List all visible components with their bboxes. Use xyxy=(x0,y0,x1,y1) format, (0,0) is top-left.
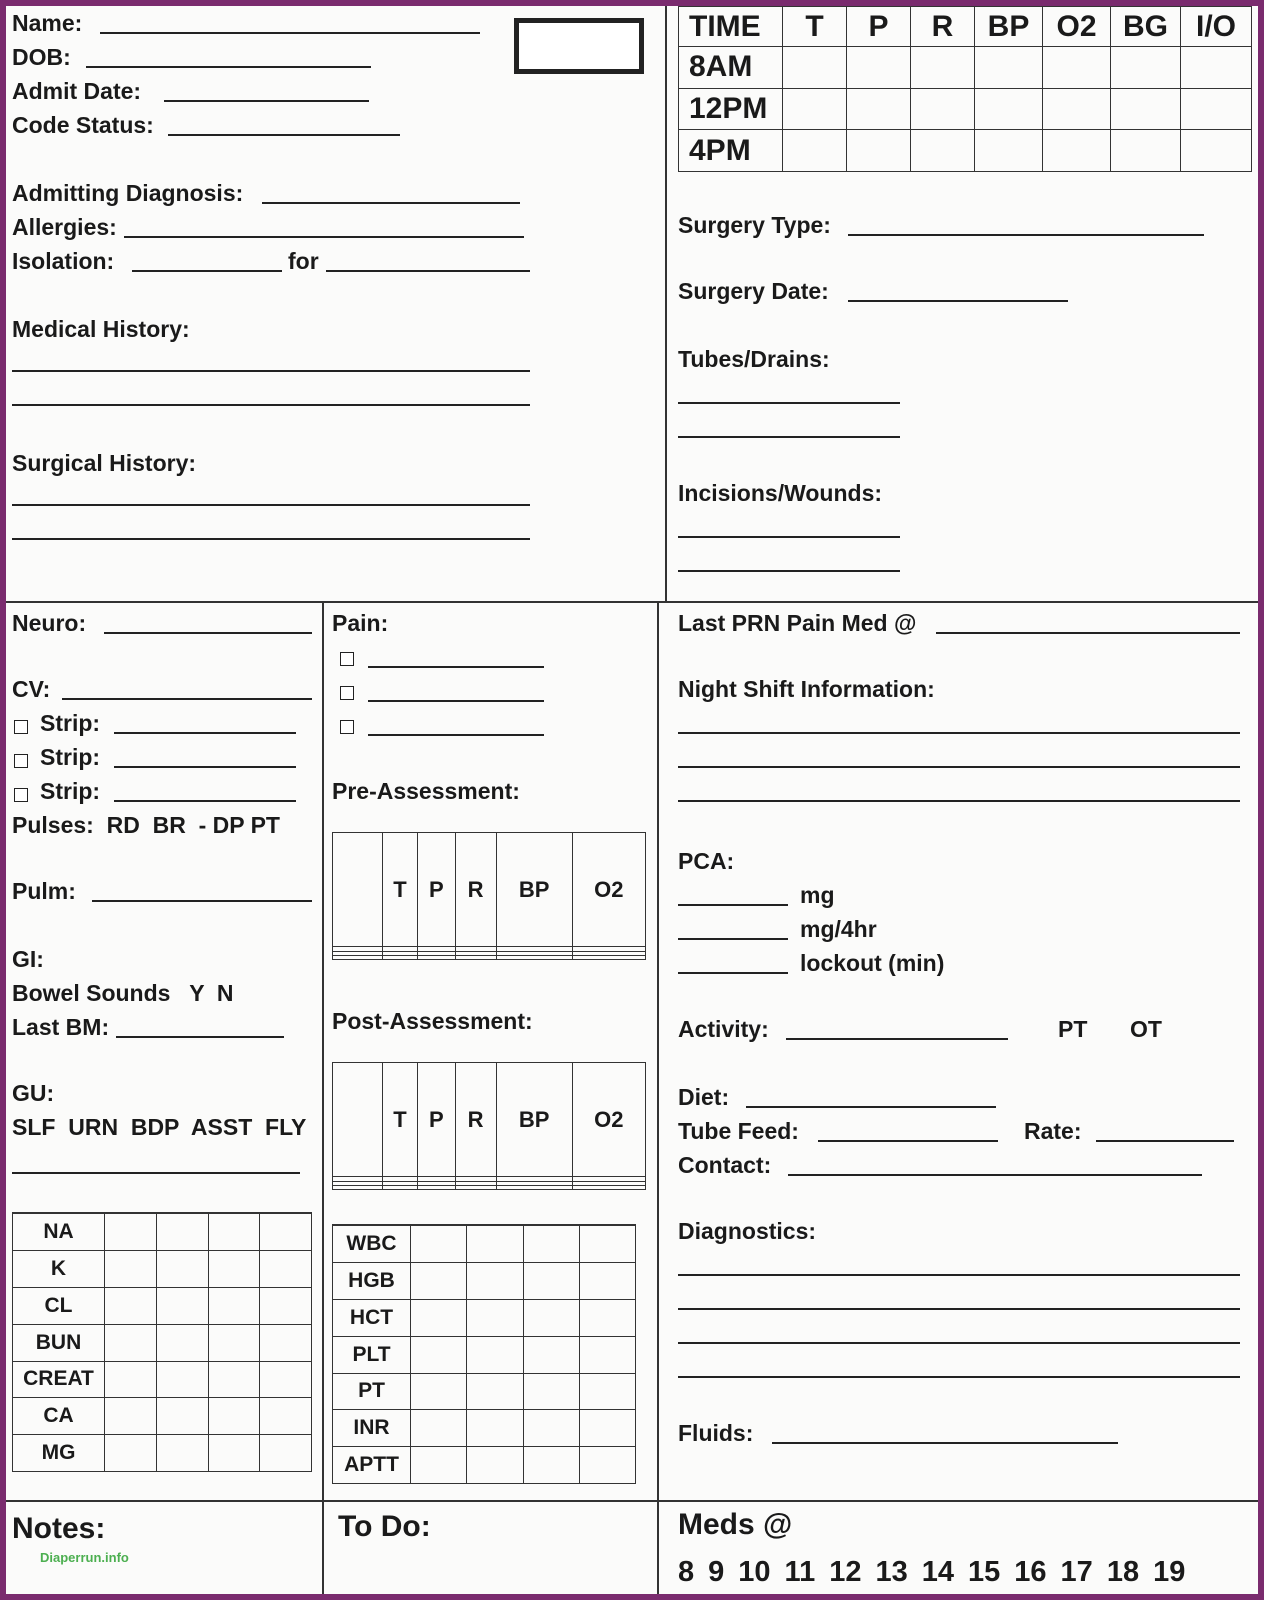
lab-cell[interactable] xyxy=(260,1324,312,1361)
post-cell[interactable] xyxy=(417,1185,455,1189)
admitting-diagnosis-label: Admitting Diagnosis: xyxy=(12,180,244,206)
post-cell[interactable] xyxy=(455,1185,496,1189)
lab-label: K xyxy=(13,1251,105,1288)
meds-hour: 13 xyxy=(875,1556,908,1588)
post-header-t: T xyxy=(383,1063,418,1177)
lab-cell[interactable] xyxy=(156,1251,208,1288)
pca-mg4-line[interactable] xyxy=(678,938,788,940)
post-header-r: R xyxy=(455,1063,496,1177)
vitals-header-time: TIME xyxy=(679,7,783,47)
surgery-type-line[interactable] xyxy=(848,234,1204,236)
meds-hour: 14 xyxy=(921,1556,955,1588)
lab-cell[interactable] xyxy=(411,1373,467,1410)
divider-right-column xyxy=(657,602,659,1594)
lab-cell[interactable] xyxy=(579,1263,635,1300)
pre-assessment-label: Pre-Assessment: xyxy=(332,778,520,804)
lab-row xyxy=(333,1226,636,1263)
vitals-row-4pm xyxy=(679,130,1252,172)
meds-hour: 15 xyxy=(968,1556,1001,1588)
diet-label: Diet: xyxy=(678,1084,730,1110)
surgical-history-line-1[interactable] xyxy=(12,504,530,506)
notes-label: Notes: xyxy=(12,1512,106,1545)
pre-cell[interactable] xyxy=(417,955,455,959)
pain-checkbox-1[interactable] xyxy=(340,652,354,666)
vitals-cell[interactable] xyxy=(975,47,1043,89)
incisions-wounds-label: Incisions/Wounds: xyxy=(678,480,883,506)
lab-cell[interactable] xyxy=(208,1324,260,1361)
lab-row xyxy=(13,1361,312,1398)
fluids-label: Fluids: xyxy=(678,1420,754,1446)
code-status-label: Code Status: xyxy=(12,112,154,138)
last-bm-line[interactable] xyxy=(116,1036,284,1038)
pre-header-blank xyxy=(333,833,383,947)
lab-label: NA xyxy=(13,1214,105,1251)
diet-line[interactable] xyxy=(746,1106,996,1108)
lab-row xyxy=(333,1447,636,1484)
vitals-cell[interactable] xyxy=(1043,47,1111,89)
lab-cell[interactable] xyxy=(579,1300,635,1337)
vitals-header-o2: O2 xyxy=(1043,7,1111,47)
lab-label: CL xyxy=(13,1288,105,1325)
last-bm-label: Last BM: xyxy=(12,1014,110,1040)
tube-feed-label: Tube Feed: xyxy=(678,1118,799,1144)
pre-header-bp: BP xyxy=(496,833,572,947)
activity-ot: OT xyxy=(1130,1016,1162,1042)
vitals-header-p: P xyxy=(847,7,911,47)
vitals-cell[interactable] xyxy=(911,47,975,89)
post-row xyxy=(333,1185,646,1189)
lab-cell[interactable] xyxy=(467,1300,523,1337)
pre-cell[interactable] xyxy=(496,955,572,959)
lab-cell[interactable] xyxy=(208,1251,260,1288)
pre-header-p: P xyxy=(417,833,455,947)
vitals-cell[interactable] xyxy=(847,88,911,130)
lab-row xyxy=(13,1251,312,1288)
pain-checkbox-2[interactable] xyxy=(340,686,354,700)
strip-checkbox-1[interactable] xyxy=(14,720,28,734)
night-shift-line-1[interactable] xyxy=(678,732,1240,734)
tubes-drains-line-1[interactable] xyxy=(678,402,900,404)
vitals-cell[interactable] xyxy=(1043,88,1111,130)
pre-cell[interactable] xyxy=(455,955,496,959)
lab-cell[interactable] xyxy=(523,1410,579,1447)
diagnostics-line-2[interactable] xyxy=(678,1308,1240,1310)
hematology-lab-table xyxy=(332,1224,636,1484)
lab-cell[interactable] xyxy=(411,1263,467,1300)
strip-label-3: Strip: xyxy=(40,778,101,804)
vitals-cell[interactable] xyxy=(1181,88,1252,130)
name-line[interactable] xyxy=(100,32,480,34)
lab-cell[interactable] xyxy=(523,1447,579,1484)
lab-cell[interactable] xyxy=(260,1288,312,1325)
lab-cell[interactable] xyxy=(260,1435,312,1472)
lab-cell[interactable] xyxy=(523,1263,579,1300)
meds-hour: 18 xyxy=(1106,1556,1140,1588)
pca-label: PCA: xyxy=(678,848,735,874)
post-cell[interactable] xyxy=(383,1185,418,1189)
incisions-wounds-line-2[interactable] xyxy=(678,570,900,572)
activity-label: Activity: xyxy=(678,1016,769,1042)
lab-cell[interactable] xyxy=(208,1398,260,1435)
divider-top-vertical xyxy=(665,6,667,602)
last-prn-label: Last PRN Pain Med @ xyxy=(678,610,917,636)
lab-cell[interactable] xyxy=(411,1300,467,1337)
tubes-drains-label: Tubes/Drains: xyxy=(678,346,830,372)
isolation-for-label: for xyxy=(288,248,319,274)
lab-label: WBC xyxy=(333,1226,411,1263)
post-assessment-label: Post-Assessment: xyxy=(332,1008,533,1034)
pain-line-1[interactable] xyxy=(368,666,544,668)
vitals-cell[interactable] xyxy=(1181,130,1252,172)
lab-cell[interactable] xyxy=(467,1447,523,1484)
lab-row xyxy=(333,1410,636,1447)
lab-cell[interactable] xyxy=(260,1398,312,1435)
lab-label: HGB xyxy=(333,1263,411,1300)
surgery-date-line[interactable] xyxy=(848,300,1068,302)
lab-cell[interactable] xyxy=(156,1435,208,1472)
pre-assessment-table xyxy=(332,832,646,960)
admitting-diagnosis-line[interactable] xyxy=(262,202,520,204)
contact-label: Contact: xyxy=(678,1152,772,1178)
pre-cell[interactable] xyxy=(333,955,383,959)
lab-row xyxy=(13,1435,312,1472)
lab-cell[interactable] xyxy=(208,1361,260,1398)
lab-cell[interactable] xyxy=(105,1251,157,1288)
surgery-date-label: Surgery Date: xyxy=(678,278,829,304)
lab-cell[interactable] xyxy=(579,1447,635,1484)
post-header-row xyxy=(333,1063,646,1177)
pca-mg-label: mg xyxy=(800,882,835,908)
strip-label-2: Strip: xyxy=(40,744,101,770)
rate-label: Rate: xyxy=(1024,1118,1082,1144)
strip-label-1: Strip: xyxy=(40,710,101,736)
admit-date-label: Admit Date: xyxy=(12,78,142,104)
allergies-line[interactable] xyxy=(124,236,524,238)
divider-footer xyxy=(6,1500,1258,1502)
lab-label: BUN xyxy=(13,1324,105,1361)
meds-hours xyxy=(678,1558,1185,1587)
lab-cell[interactable] xyxy=(105,1214,157,1251)
post-cell[interactable] xyxy=(496,1185,572,1189)
lab-cell[interactable] xyxy=(411,1447,467,1484)
gi-label: GI: xyxy=(12,946,44,972)
divider-left-column xyxy=(322,602,324,1594)
lab-row xyxy=(333,1336,636,1373)
pain-label: Pain: xyxy=(332,610,389,636)
room-box[interactable] xyxy=(514,18,644,74)
lab-cell[interactable] xyxy=(467,1263,523,1300)
post-header-blank xyxy=(333,1063,383,1177)
vitals-cell[interactable] xyxy=(783,88,847,130)
lab-label: HCT xyxy=(333,1300,411,1337)
vitals-cell[interactable] xyxy=(1111,47,1181,89)
lab-cell[interactable] xyxy=(105,1324,157,1361)
night-shift-label: Night Shift Information: xyxy=(678,676,935,702)
strip-line-1[interactable] xyxy=(114,732,296,734)
diagnostics-line-3[interactable] xyxy=(678,1342,1240,1344)
lab-cell[interactable] xyxy=(105,1435,157,1472)
pca-mg4-label: mg/4hr xyxy=(800,916,877,942)
lab-cell[interactable] xyxy=(523,1336,579,1373)
watermark-text: Diaperrun.info xyxy=(40,1550,129,1565)
surgical-history-label: Surgical History: xyxy=(12,450,197,476)
lab-cell[interactable] xyxy=(208,1214,260,1251)
lab-cell[interactable] xyxy=(105,1398,157,1435)
meds-hour: 8 xyxy=(678,1556,695,1588)
meds-hour: 9 xyxy=(708,1556,725,1588)
lab-cell[interactable] xyxy=(579,1410,635,1447)
pre-cell[interactable] xyxy=(383,955,418,959)
vitals-row-label: 12PM xyxy=(679,88,783,130)
surgical-history-line-2[interactable] xyxy=(12,538,530,540)
lab-row xyxy=(333,1263,636,1300)
vitals-cell[interactable] xyxy=(911,130,975,172)
medical-history-line-2[interactable] xyxy=(12,404,530,406)
medical-history-label: Medical History: xyxy=(12,316,190,342)
pca-lockout-line[interactable] xyxy=(678,972,788,974)
lab-cell[interactable] xyxy=(467,1226,523,1263)
vitals-header-bp: BP xyxy=(975,7,1043,47)
meds-label: Meds @ xyxy=(678,1508,793,1541)
meds-hour: 11 xyxy=(784,1556,816,1588)
lab-cell[interactable] xyxy=(156,1398,208,1435)
strip-line-3[interactable] xyxy=(114,800,296,802)
gu-options: SLF URN BDP ASST FLY xyxy=(12,1114,307,1140)
activity-pt: PT xyxy=(1058,1016,1088,1042)
tube-feed-line[interactable] xyxy=(818,1140,998,1142)
lab-cell[interactable] xyxy=(579,1336,635,1373)
fluids-line[interactable] xyxy=(772,1442,1118,1444)
lab-cell[interactable] xyxy=(579,1226,635,1263)
vitals-cell[interactable] xyxy=(847,130,911,172)
surgery-type-label: Surgery Type: xyxy=(678,212,831,238)
cv-label: CV: xyxy=(12,676,51,702)
lab-cell[interactable] xyxy=(411,1410,467,1447)
tubes-drains-line-2[interactable] xyxy=(678,436,900,438)
vitals-row-label: 4PM xyxy=(679,130,783,172)
vitals-row-label: 8AM xyxy=(679,47,783,89)
post-assessment-table xyxy=(332,1062,646,1190)
cv-line[interactable] xyxy=(62,698,312,700)
dob-line[interactable] xyxy=(86,66,371,68)
lab-cell[interactable] xyxy=(208,1288,260,1325)
lab-label: PT xyxy=(333,1373,411,1410)
post-header-o2: O2 xyxy=(572,1063,645,1177)
post-header-bp: BP xyxy=(496,1063,572,1177)
admit-date-line[interactable] xyxy=(164,100,369,102)
lab-row xyxy=(13,1324,312,1361)
vitals-header-io: I/O xyxy=(1181,7,1252,47)
vitals-cell[interactable] xyxy=(975,130,1043,172)
last-prn-line[interactable] xyxy=(936,632,1240,634)
post-cell[interactable] xyxy=(572,1185,645,1189)
post-cell[interactable] xyxy=(333,1185,383,1189)
lab-label: CREAT xyxy=(13,1361,105,1398)
vitals-cell[interactable] xyxy=(1181,47,1252,89)
incisions-wounds-line-1[interactable] xyxy=(678,536,900,538)
pre-header-o2: O2 xyxy=(572,833,645,947)
pca-mg-line[interactable] xyxy=(678,904,788,906)
rate-line[interactable] xyxy=(1096,1140,1234,1142)
lab-cell[interactable] xyxy=(523,1300,579,1337)
pulm-line[interactable] xyxy=(92,900,312,902)
vitals-row-8am xyxy=(679,47,1252,89)
lab-row xyxy=(13,1288,312,1325)
strip-line-2[interactable] xyxy=(114,766,296,768)
meds-hour: 12 xyxy=(829,1556,862,1588)
vitals-cell[interactable] xyxy=(911,88,975,130)
vitals-cell[interactable] xyxy=(1111,130,1181,172)
pre-header-t: T xyxy=(383,833,418,947)
lab-cell[interactable] xyxy=(156,1288,208,1325)
name-label: Name: xyxy=(12,10,83,36)
meds-hour: 17 xyxy=(1060,1556,1093,1588)
lab-label: INR xyxy=(333,1410,411,1447)
night-shift-line-3[interactable] xyxy=(678,800,1240,802)
meds-hour: 10 xyxy=(738,1556,771,1588)
gu-label: GU: xyxy=(12,1080,55,1106)
lab-cell[interactable] xyxy=(579,1373,635,1410)
lab-cell[interactable] xyxy=(156,1361,208,1398)
pulm-label: Pulm: xyxy=(12,878,76,904)
vitals-table xyxy=(678,6,1252,172)
dob-label: DOB: xyxy=(12,44,71,70)
vitals-header-r: R xyxy=(911,7,975,47)
bowel-sounds-label: Bowel Sounds Y N xyxy=(12,980,234,1006)
pre-header-row xyxy=(333,833,646,947)
medical-history-line-1[interactable] xyxy=(12,370,530,372)
lab-label: CA xyxy=(13,1398,105,1435)
lab-cell[interactable] xyxy=(523,1373,579,1410)
pain-checkbox-3[interactable] xyxy=(340,720,354,734)
lab-row xyxy=(333,1373,636,1410)
lab-cell[interactable] xyxy=(467,1410,523,1447)
activity-line[interactable] xyxy=(786,1038,1008,1040)
lab-label: MG xyxy=(13,1435,105,1472)
vitals-cell[interactable] xyxy=(1043,130,1111,172)
lab-cell[interactable] xyxy=(411,1226,467,1263)
lab-cell[interactable] xyxy=(467,1373,523,1410)
lab-cell[interactable] xyxy=(105,1361,157,1398)
neuro-line[interactable] xyxy=(104,632,312,634)
strip-checkbox-2[interactable] xyxy=(14,754,28,768)
vitals-header-t: T xyxy=(783,7,847,47)
diagnostics-label: Diagnostics: xyxy=(678,1218,817,1244)
pca-lockout-label: lockout (min) xyxy=(800,950,945,976)
report-sheet xyxy=(6,6,1258,1594)
vitals-header-row xyxy=(679,7,1252,47)
vitals-cell[interactable] xyxy=(783,47,847,89)
lab-cell[interactable] xyxy=(156,1324,208,1361)
divider-middle-horizontal xyxy=(6,601,1258,603)
gu-line[interactable] xyxy=(12,1172,300,1174)
todo-label: To Do: xyxy=(338,1510,431,1543)
night-shift-line-2[interactable] xyxy=(678,766,1240,768)
vitals-cell[interactable] xyxy=(1111,88,1181,130)
diagnostics-line-1[interactable] xyxy=(678,1274,1240,1276)
post-header-p: P xyxy=(417,1063,455,1177)
neuro-label: Neuro: xyxy=(12,610,87,636)
isolation-label: Isolation: xyxy=(12,248,115,274)
pulses-label: Pulses: RD BR - DP PT xyxy=(12,812,280,838)
lab-label: PLT xyxy=(333,1336,411,1373)
lab-cell[interactable] xyxy=(523,1226,579,1263)
vitals-cell[interactable] xyxy=(847,47,911,89)
lab-row xyxy=(13,1398,312,1435)
pre-header-r: R xyxy=(455,833,496,947)
lab-label: APTT xyxy=(333,1447,411,1484)
meds-hour: 16 xyxy=(1014,1556,1047,1588)
lab-cell[interactable] xyxy=(156,1214,208,1251)
lab-cell[interactable] xyxy=(105,1288,157,1325)
meds-hour: 19 xyxy=(1153,1556,1186,1588)
isolation-line[interactable] xyxy=(132,270,282,272)
lab-cell[interactable] xyxy=(260,1251,312,1288)
diagnostics-line-4[interactable] xyxy=(678,1376,1240,1378)
isolation-for-line[interactable] xyxy=(326,270,530,272)
pain-line-3[interactable] xyxy=(368,734,544,736)
chemistry-lab-table xyxy=(12,1212,312,1472)
code-status-line[interactable] xyxy=(168,134,400,136)
pre-cell[interactable] xyxy=(572,955,645,959)
lab-cell[interactable] xyxy=(260,1214,312,1251)
pain-line-2[interactable] xyxy=(368,700,544,702)
vitals-cell[interactable] xyxy=(975,88,1043,130)
pre-row xyxy=(333,955,646,959)
lab-cell[interactable] xyxy=(467,1336,523,1373)
vitals-header-bg: BG xyxy=(1111,7,1181,47)
lab-cell[interactable] xyxy=(411,1336,467,1373)
contact-line[interactable] xyxy=(788,1174,1202,1176)
allergies-label: Allergies: xyxy=(12,214,117,240)
lab-row xyxy=(13,1214,312,1251)
strip-checkbox-3[interactable] xyxy=(14,788,28,802)
vitals-cell[interactable] xyxy=(783,130,847,172)
vitals-row-12pm xyxy=(679,88,1252,130)
lab-cell[interactable] xyxy=(208,1435,260,1472)
lab-cell[interactable] xyxy=(260,1361,312,1398)
lab-row xyxy=(333,1300,636,1337)
